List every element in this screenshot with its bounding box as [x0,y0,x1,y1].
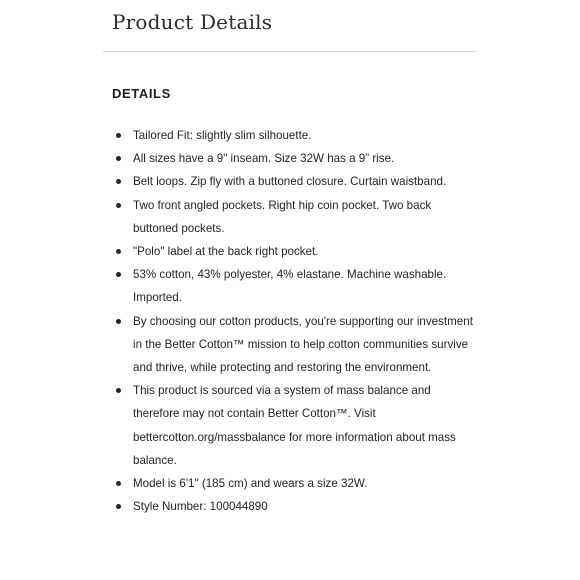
detail-item [116,124,476,147]
detail-item [116,170,476,193]
detail-text: By choosing our cotton products, you're supporting our investment in the Better Cotton™ mission to help cotton communities survive and thrive, while protecting and restoring the environment. [133,314,473,375]
partial-icon [436,0,462,4]
bullet-icon [116,388,121,393]
detail-text: Model is 6'1" (185 cm) and wears a size 32W. [133,477,368,491]
detail-text: All sizes have a 9" inseam. Size 32W has a 9” rise. [133,152,395,166]
detail-item [116,194,476,240]
detail-text: Style Number: 100044890 [133,500,268,514]
detail-item [116,495,476,518]
bullet-icon [116,133,121,138]
header-divider [103,51,477,52]
bullet-icon [116,156,121,161]
bullet-icon [116,481,121,486]
bullet-icon [116,272,121,277]
detail-text: Two front angled pockets. Right hip coin pocket. Two back buttoned pockets. [133,198,432,235]
detail-item [116,472,476,495]
bullet-icon [116,179,121,184]
detail-text: This product is sourced via a system of mass balance and therefore may not contain Better Cotton™. Visit bettercotton.org/massbalance for more information about mass balance. [133,384,456,467]
detail-item [116,240,476,263]
page-title: Product Details [112,10,273,34]
detail-item [116,379,476,472]
detail-item [116,147,476,170]
bullet-icon [116,319,121,324]
detail-text: Belt loops. Zip fly with a buttoned closure. Curtain waistband. [133,175,447,189]
detail-text: Tailored Fit: slightly slim silhouette. [133,129,312,142]
bullet-icon [116,504,121,509]
detail-text: 53% cotton, 43% polyester, 4% elastane. Machine washable. Imported. [133,268,447,305]
details-list [116,124,476,518]
details-heading: DETAILS [112,86,171,101]
detail-text: "Polo" label at the back right pocket. [133,245,319,259]
bullet-icon [116,249,121,254]
detail-item [116,310,476,380]
bullet-icon [116,203,121,208]
detail-item [116,263,476,309]
